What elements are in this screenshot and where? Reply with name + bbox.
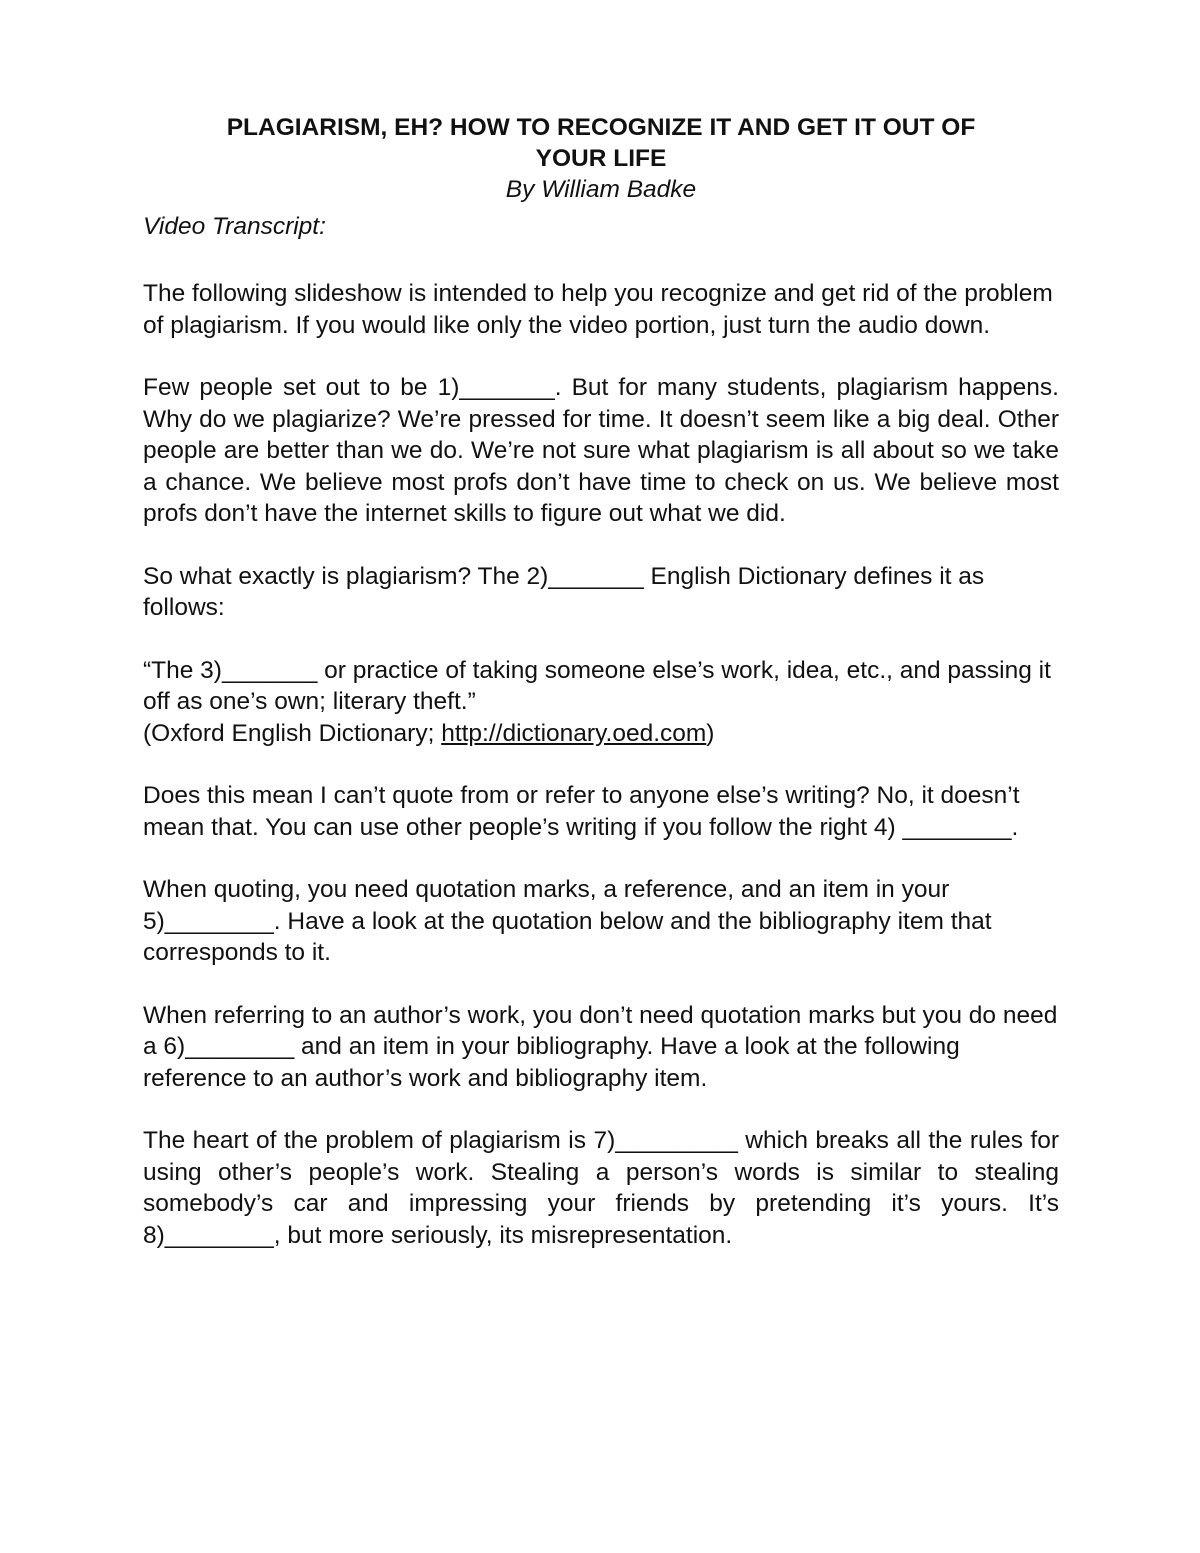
definition-quote: “The 3)_______ or practice of taking someone else’s work, idea, etc., and passing it off as one’s own; literary theft.” (143, 656, 1051, 715)
definition-citation (143, 718, 1059, 750)
why-paragraph: Few people set out to be 1)_______. But for many students, plagiarism happens. Why do we plagiarize? We’re pressed for time. It doesn’t seem like a big deal. Other people are better than we do. We’re not sure what plagiarism is all about so we take a chance. We believe most profs don’t have time to check on us. We believe most profs don’t have the internet skills to figure out what we did. (143, 374, 1059, 527)
oed-link[interactable]: http://dictionary.oed.com (441, 719, 707, 747)
quote-question-paragraph: Does this mean I can’t quote from or refer to anyone else’s writing? No, it doesn’t mean that. You can use other people’s writing if you follow the right 4) ________. (143, 782, 1020, 841)
citation-suffix: ) (706, 719, 715, 747)
author-byline: By William Badke (505, 176, 697, 203)
referring-paragraph: When referring to an author’s work, you don’t need quotation marks but you do need a 6)________ and an item in your bibliography. Have a look at the following reference to an author’s work and bibliography item. (143, 1001, 1058, 1092)
transcript-label: Video Transcript: (143, 213, 326, 240)
heart-paragraph: The heart of the problem of plagiarism is 7)_________ which breaks all the rules for using other’s people’s work. Stealing a person’s words is similar to stealing somebody’s car and impressing your friends by pretending it’s yours. It’s 8)________, but more seriously, its misrepresentation. (143, 1127, 1059, 1249)
document-page (143, 112, 1059, 1251)
document-title (143, 112, 1059, 174)
title-line-2: YOUR LIFE (535, 145, 667, 172)
what-paragraph: So what exactly is plagiarism? The 2)_______ English Dictionary defines it as follows: (143, 562, 985, 621)
intro-paragraph: The following slideshow is intended to help you recognize and get rid of the problem of plagiarism. If you would like only the video portion, just turn the audio down. (143, 280, 1053, 339)
quoting-paragraph: When quoting, you need quotation marks, a reference, and an item in your 5)________. Have a look at the quotation below and the bibliography item that corresponds to it. (143, 876, 992, 966)
citation-prefix: (Oxford English Dictionary; (143, 719, 442, 747)
title-line-1: PLAGIARISM, EH? HOW TO RECOGNIZE IT AND GET IT OUT OF (226, 114, 976, 141)
